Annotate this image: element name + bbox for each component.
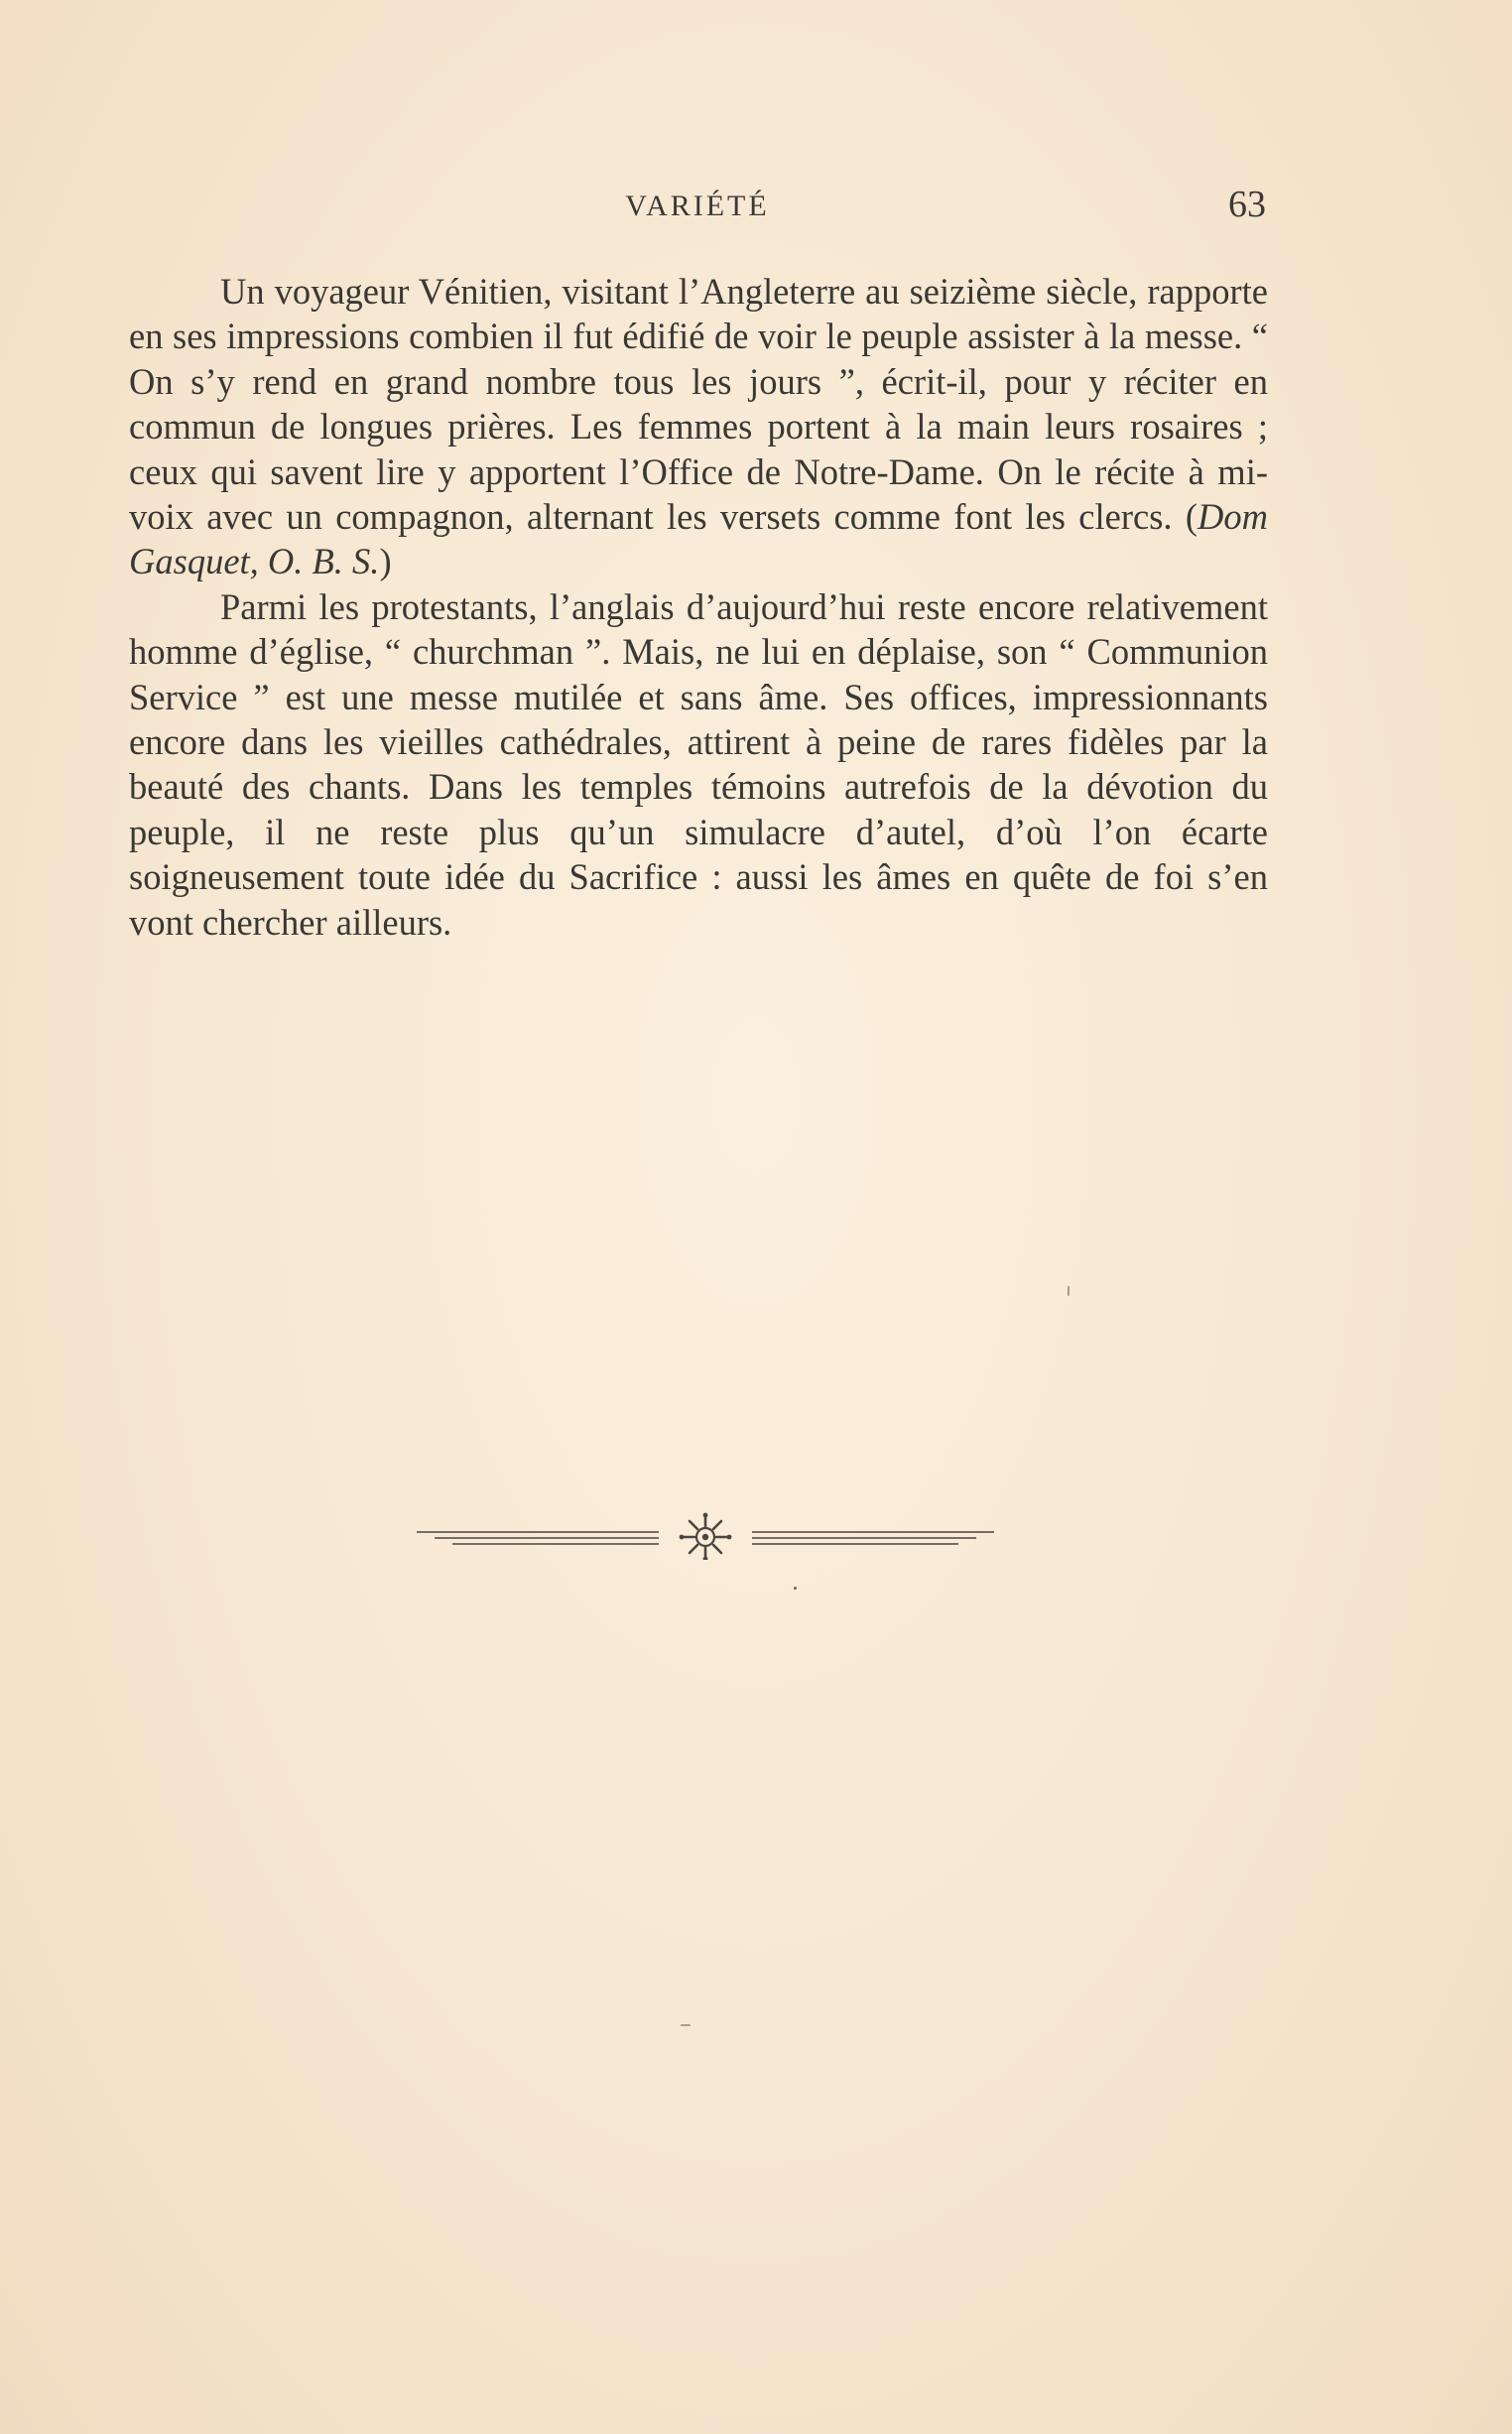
running-title: VARIÉTÉ [625,190,770,222]
body-text [129,269,1268,945]
paragraph-1 [129,269,1268,584]
citation-close: ) [379,541,392,582]
ornament-svg [417,1510,994,1560]
paper-speck [794,1587,797,1590]
paper-speck [681,2024,691,2026]
page-number: 63 [1228,184,1266,225]
paragraph-2: Parmi les protestants, l’anglais d’aujourd’hui reste encore relativement homme d’église, “ churchman ”. Mais, ne lui en déplaise, son “ Communion Service ” est une messe mutilée et sans âme. Ses offices, impressionnants encore dans les vieilles cathédrales, attirent à peine de rares fidèles par la beauté des chants. Dans les temples témoins autrefois de la dévotion du peuple, il ne reste plus qu’un simulacre d’autel, d’où l’on écarte soigneusement toute idée du Sacrifice : aussi les âmes en quête de foi s’en vont chercher ailleurs. [129,585,1268,943]
citation: Dom Gasquet, O. B. S. [129,496,1268,582]
asterisk-flower-icon [680,1513,732,1560]
ornament-divider [417,1510,994,1560]
paragraph-1-text: Un voyageur Vénitien, visitant l’Angleterre au seizième siècle, rapporte en ses impressions combien il fut édifié de voir le peuple assister à la messe. “ On s’y rend en grand nombre tous les jours ”, écrit-il, pour y réciter en commun de longues prières. Les femmes portent à la main leurs rosaires ; ceux qui savent lire y apportent l’Office de Notre-Dame. On le récite à mi-voix avec un compagnon, alternant les versets comme font les clercs. [129,271,1268,538]
citation-open: ( [1185,496,1198,538]
running-head [129,184,1266,226]
paper-speck [1068,1286,1070,1296]
